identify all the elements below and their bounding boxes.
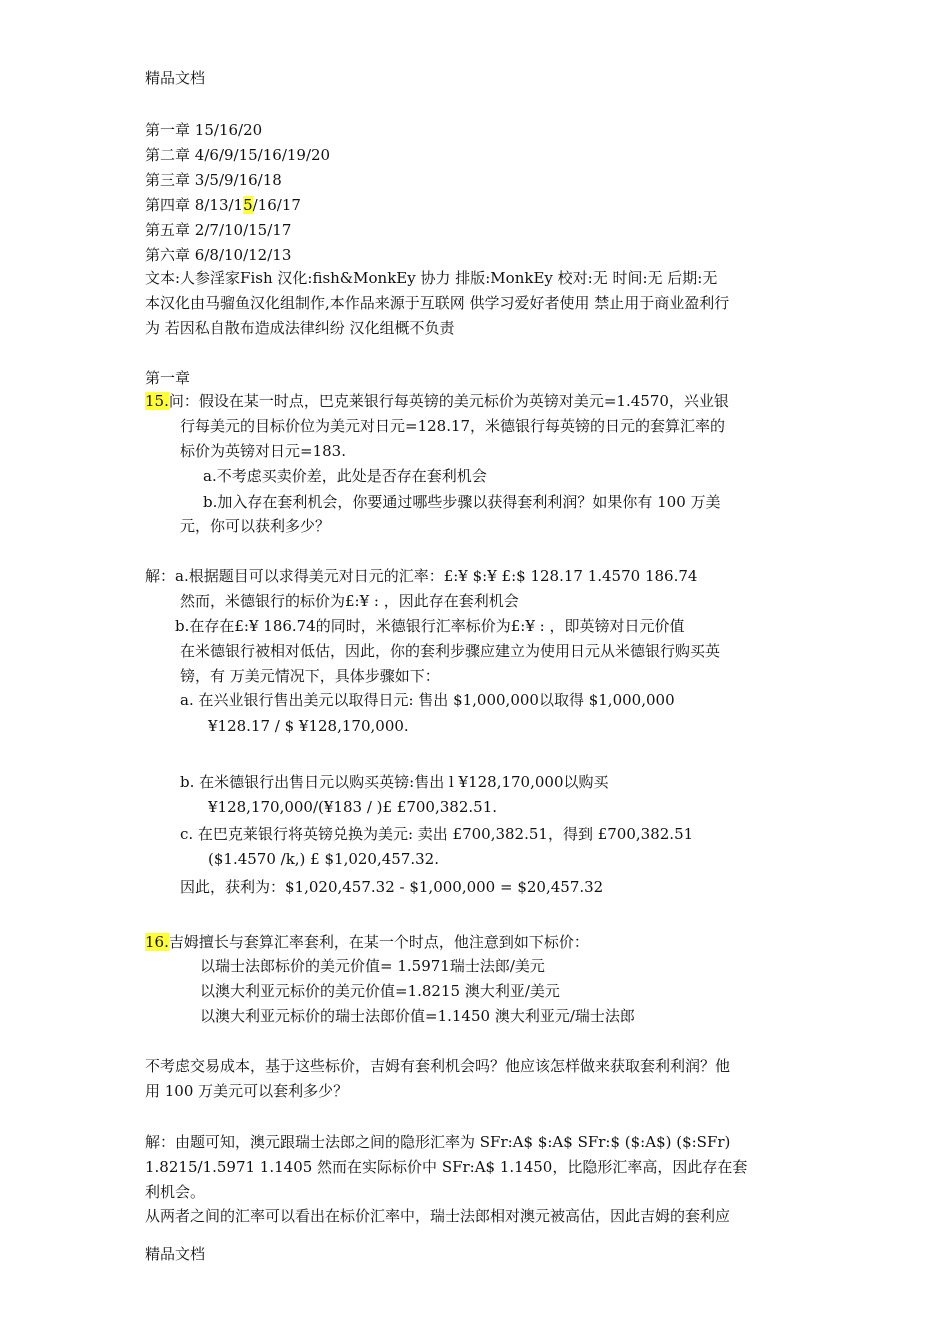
question-line: b.加入存在套利机会，你要通过哪些步骤以获得套利利润？如果你有 100 万美: [203, 493, 721, 511]
question-line: 用 100 万美元可以套利多少？: [145, 1082, 349, 1100]
question-number: 15.: [145, 392, 169, 410]
solution-line: a. 在兴业银行售出美元以取得日元: 售出 $1,000,000以取得 $1,000,000: [180, 691, 675, 709]
question-line: 不考虑交易成本，基于这些标价，吉姆有套利机会吗？他应该怎样做来获取套利利润？他: [145, 1057, 731, 1075]
question-number: 16.: [145, 933, 169, 951]
credits: 文本:人参淫家Fish 汉化:fish&MonkEy 协力 排版:MonkEy 校对:无 时间:无 后期:无: [145, 269, 718, 287]
solution-line: 利机会。: [145, 1183, 206, 1201]
solution-line: 然而，米德银行的标价为£:¥ : ，因此存在套利机会: [180, 592, 519, 610]
solution-line: c. 在巴克莱银行将英镑兑换为美元: 卖出 £700,382.51，得到 £700,382.51: [180, 825, 694, 843]
solution-line: ($1.4570 /k,) £ $1,020,457.32.: [208, 850, 439, 868]
toc-line: 第四章 8/13/15/16/17: [145, 196, 301, 214]
quote-line: 以澳大利亚元标价的瑞士法郎价值=1.1450 澳大利亚元/瑞士法郎: [200, 1007, 635, 1025]
page-footer: 精品文档: [145, 1245, 206, 1263]
solution-line: 解：a.根据题目可以求得美元对日元的汇率：£:¥ $:¥ £:$ 128.17 1.4570 186.74: [145, 567, 698, 585]
toc-line: 第五章 2/7/10/15/17: [145, 221, 292, 239]
solution-line: 解：由题可知，澳元跟瑞士法郎之间的隐形汇率为 SFr:A$ $:A$ SFr:$ ($:A$) ($:SFr): [145, 1133, 731, 1151]
toc-line: 第三章 3/5/9/16/18: [145, 171, 282, 189]
question-line: 行每美元的目标价位为美元对日元=128.17，米德银行每英镑的日元的套算汇率的: [180, 417, 726, 435]
toc-line: 第六章 6/8/10/12/13: [145, 246, 292, 264]
question-15: 15.问：假设在某一时点，巴克莱银行每英镑的美元标价为英镑对美元=1.4570，兴业银: [145, 392, 729, 410]
question-line: 标价为英镑对日元=183.: [180, 442, 346, 460]
quote-line: 以瑞士法郎标价的美元价值= 1.5971瑞士法郎/美元: [200, 957, 545, 975]
chapter-heading: 第一章: [145, 369, 191, 387]
solution-line: 镑，有 万美元情况下，具体步骤如下：: [180, 667, 440, 685]
solution-line: 因此，获利为：$1,020,457.32 - $1,000,000 = $20,457.32: [180, 878, 604, 896]
toc-line: 第一章 15/16/20: [145, 121, 263, 139]
solution-line: 1.8215/1.5971 1.1405 然而在实际标价中 SFr:A$ 1.1450，比隐形汇率高，因此存在套: [145, 1158, 748, 1176]
quote-line: 以澳大利亚元标价的美元价值=1.8215 澳大利亚/美元: [200, 982, 560, 1000]
solution-line: b. 在米德银行出售日元以购买英镑:售出 l ¥128,170,000以购买: [180, 773, 609, 791]
highlight-mark: 5: [243, 196, 253, 214]
toc-line: 第二章 4/6/9/15/16/19/20: [145, 146, 331, 164]
question-16: 16.吉姆擅长与套算汇率套利，在某一个时点，他注意到如下标价：: [145, 933, 589, 951]
page-header: 精品文档: [145, 69, 206, 87]
solution-line: ¥128.17 / $ ¥128,170,000.: [208, 717, 409, 735]
disclaimer-line: 为 若因私自散布造成法律纠纷 汉化组概不负责: [145, 319, 455, 337]
solution-line: ¥128,170,000/(¥183 / )£ £700,382.51.: [208, 798, 497, 816]
solution-line: 在米德银行被相对低估，因此，你的套利步骤应建立为使用日元从米德银行购买英: [180, 642, 721, 660]
solution-line: b.在存在£:¥ 186.74的同时，米德银行汇率标价为£:¥ : ，即英镑对日元价值: [175, 617, 685, 635]
solution-line: 从两者之间的汇率可以看出在标价汇率中，瑞士法郎相对澳元被高估，因此吉姆的套利应: [145, 1207, 731, 1225]
question-line: a.不考虑买卖价差，此处是否存在套利机会: [203, 467, 487, 485]
disclaimer-line: 本汉化由马骝鱼汉化组制作,本作品来源于互联网 供学习爱好者使用 禁止用于商业盈利行: [145, 294, 730, 312]
question-line: 元，你可以获利多少？: [180, 517, 331, 535]
